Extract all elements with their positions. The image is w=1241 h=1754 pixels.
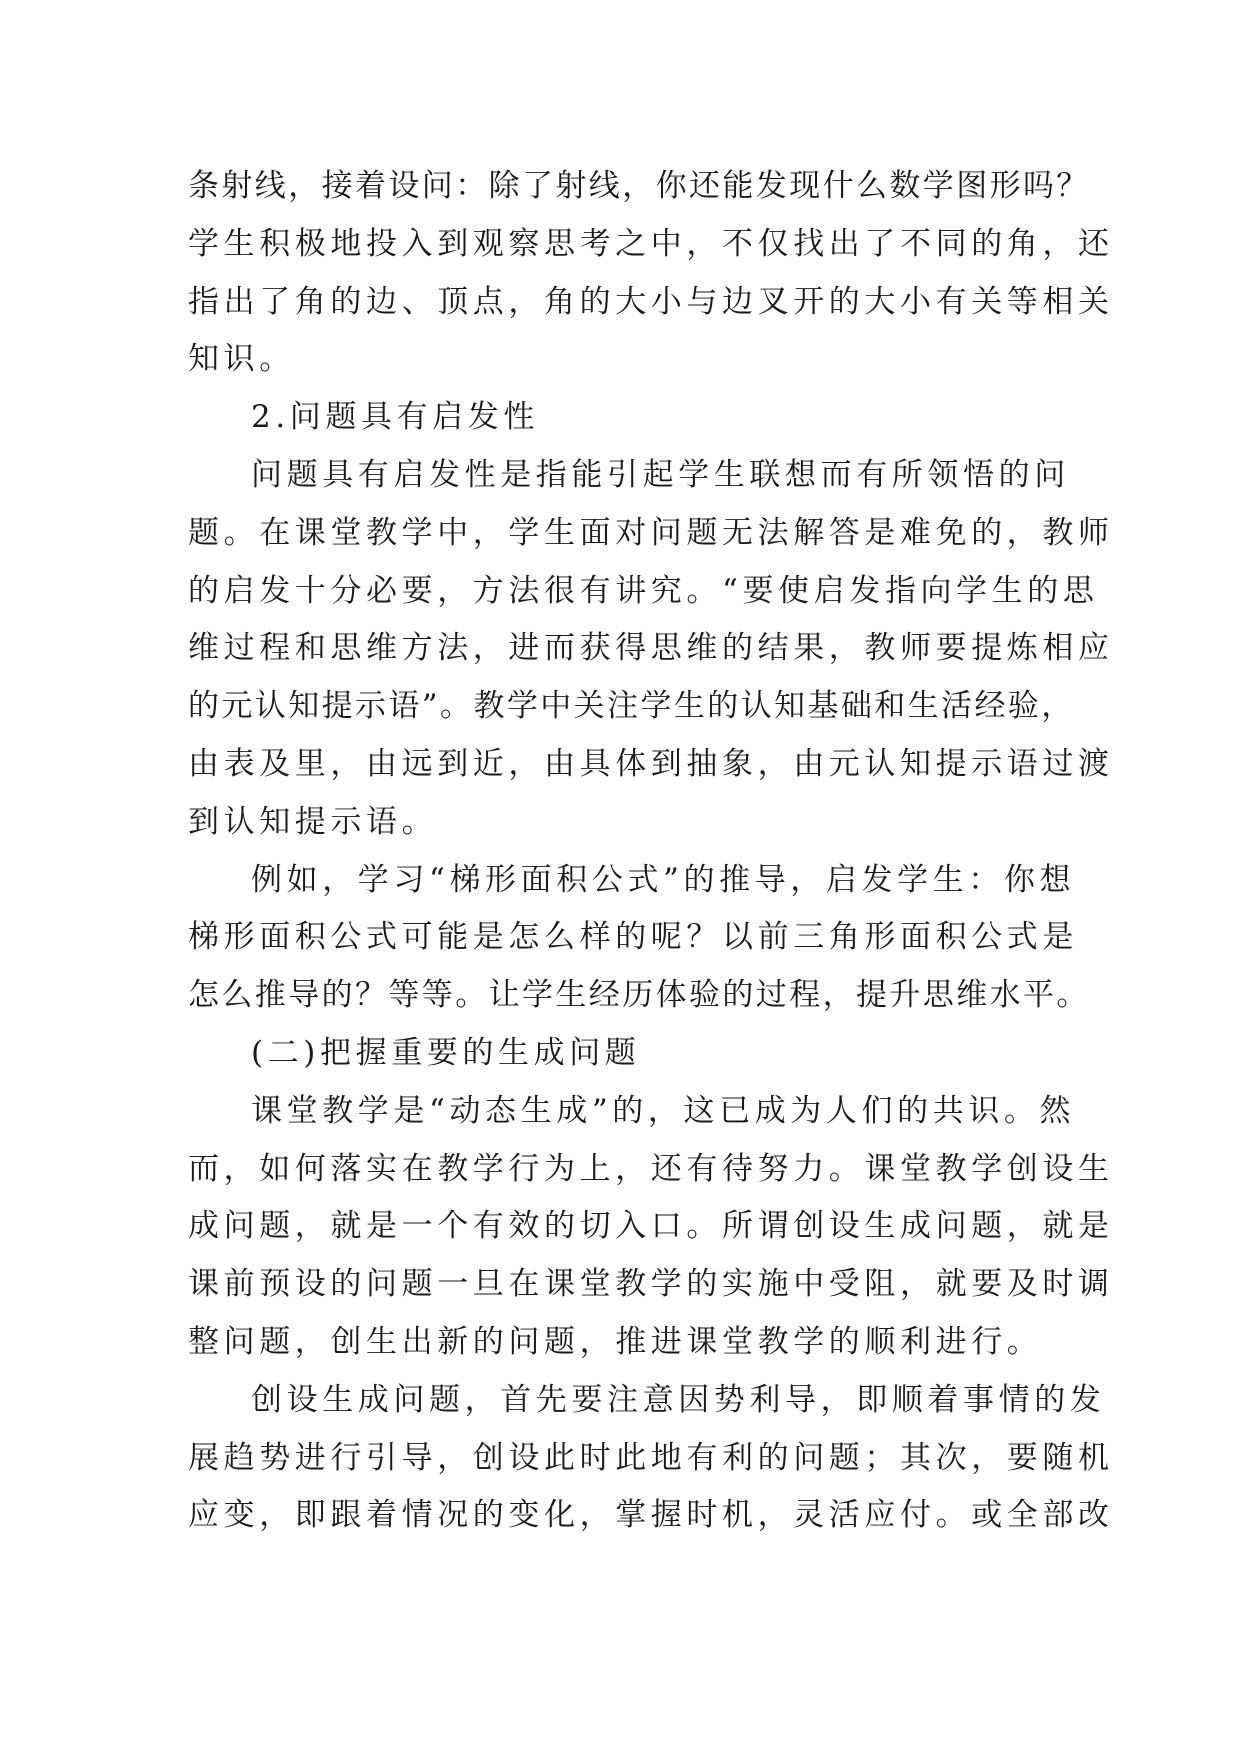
- text-line: 到认知提示语。: [188, 803, 438, 840]
- text-line: 维过程和思维方法，进而获得思维的结果，教师要提炼相应: [188, 630, 1114, 667]
- body-text: [188, 158, 1114, 1545]
- text-line: 梯形面积公式可能是怎么样的呢？以前三角形面积公式是: [188, 919, 1078, 956]
- text-line: 课前预设的问题一旦在课堂教学的实施中受阻，就要及时调: [188, 1266, 1114, 1303]
- text-line: 整问题，创生出新的问题，推进课堂教学的顺利进行。: [188, 1323, 1043, 1360]
- text-line: 而，如何落实在教学行为上，还有待努力。课堂教学创设生: [188, 1150, 1114, 1187]
- text-line: 问题具有启发性是指能引起学生联想而有所领悟的问: [251, 456, 1070, 493]
- text-line: 题。在课堂教学中，学生面对问题无法解答是难免的，教师: [188, 514, 1114, 551]
- text-line: 的元认知提示语”。教学中关注学生的认知基础和生活经验，: [188, 688, 1075, 725]
- text-line: 知识。: [188, 341, 295, 378]
- text-line: 指出了角的边、顶点，角的大小与边叉开的大小有关等相关: [188, 283, 1114, 320]
- text-line: 应变，即跟着情况的变化，掌握时机，灵活应付。或全部改: [188, 1497, 1114, 1534]
- text-line: 例如，学习“梯形面积公式”的推导，启发学生：你想: [251, 861, 1076, 898]
- text-line: 怎么推导的？等等。让学生经历体验的过程，提升思维水平。: [188, 977, 1090, 1014]
- text-line: 学生积极地投入到观察思考之中，不仅找出了不同的角，还: [188, 225, 1114, 262]
- text-line: 成问题，就是一个有效的切入口。所谓创设生成问题，就是: [188, 1208, 1114, 1245]
- text-line: 2.问题具有启发性: [251, 399, 539, 436]
- text-line: (二)把握重要的生成问题: [251, 1034, 641, 1071]
- text-line: 课堂教学是“动态生成”的，这已成为人们的共识。然: [251, 1092, 1076, 1129]
- text-line: 条射线，接着设问：除了射线，你还能发现什么数学图形吗？: [188, 168, 1090, 204]
- text-line: 由表及里，由远到近，由具体到抽象，由元认知提示语过渡: [188, 745, 1114, 782]
- text-line: 展趋势进行引导，创设此时此地有利的问题；其次，要随机: [188, 1439, 1114, 1476]
- text-line: 的启发十分必要，方法很有讲究。“要使启发指向学生的思: [188, 572, 1099, 609]
- text-line: 创设生成问题，首先要注意因势利导，即顺着事情的发: [251, 1381, 1106, 1418]
